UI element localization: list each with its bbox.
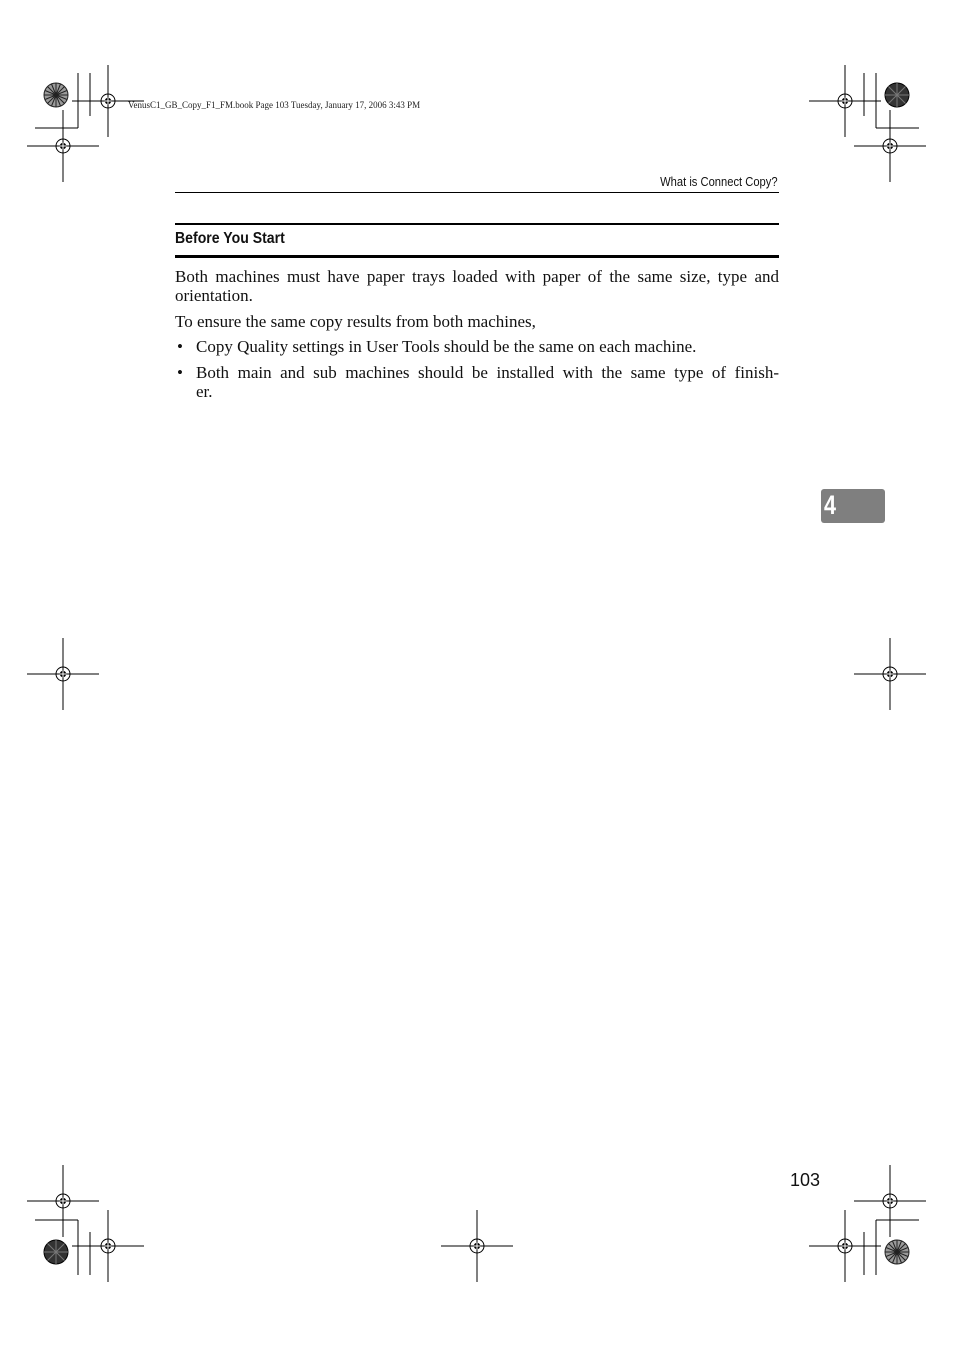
file-info: VenusC1_GB_Copy_F1_FM.book Page 103 Tuesday, January 17, 2006 3:43 PM [128,100,421,110]
bullet-item [175,337,779,356]
section-rule-top [175,223,779,225]
bullet-text-line-2: er. [196,382,213,401]
bullet-item [175,363,779,401]
chapter-number: 4 [824,490,837,520]
bullet-text-line-1: Both main and sub machines should be installed with the same type of finish- [196,363,779,382]
running-head: What is Connect Copy? [660,174,778,189]
section-heading: Before You Start [175,230,285,247]
paragraph: To ensure the same copy results from both machines, [175,312,536,331]
section-rule-bottom [175,255,779,258]
paragraph: Both machines must have paper trays loaded with paper of the same size, type and orientation. [175,267,779,305]
bullet-icon: • [177,363,183,382]
bullet-icon: • [177,337,183,356]
bullet-text: Copy Quality settings in User Tools should be the same on each machine. [196,337,697,356]
page-number: 103 [790,1170,821,1190]
bullet-text-line [196,363,779,401]
bullet-text [196,363,779,401]
chapter-tab [821,489,885,523]
header-rule [175,192,779,193]
